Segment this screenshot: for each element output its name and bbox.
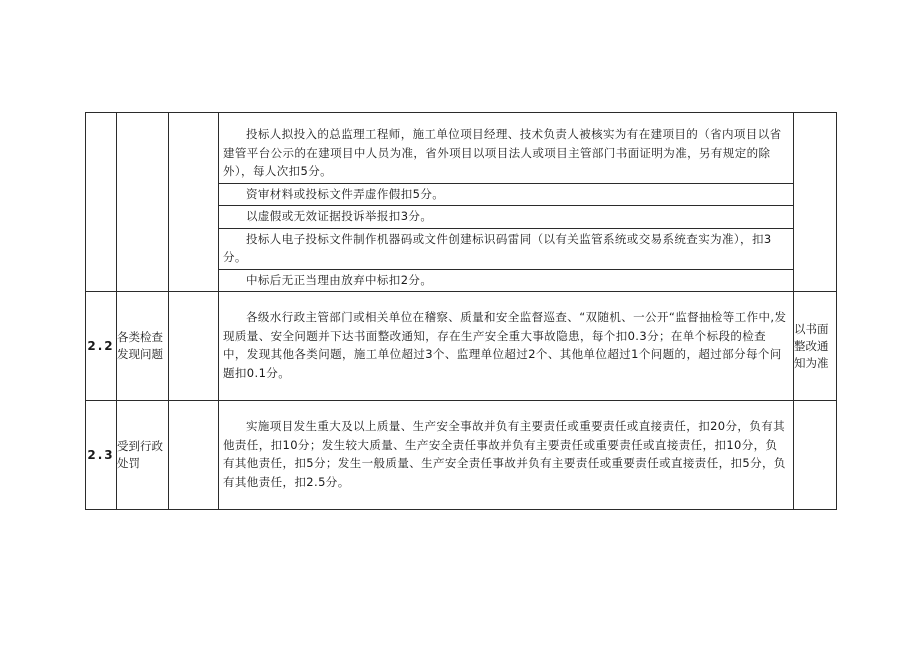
row-content [219, 113, 794, 292]
row-content [219, 292, 794, 401]
deduction-rule: 投标人拟投入的总监理工程师，施工单位项目经理、技术负责人被核实为有在建项目的（省内项目以省建管平台公示的在建项目中人员为准，省外项目以项目法人或项目主管部门书面证明为准，另有规定的除外），每人次扣5分。 [219, 113, 793, 184]
deduction-rule: 实施项目发生重大及以上质量、生产安全事故并负有主要责任或重要责任或直接责任，扣20分，负有其他责任，扣10分；发生较大质量、生产安全责任事故并负有主要责任或重要责任或直接责任，扣10分，负有其他责任，扣5分；发生一般质量、生产安全责任事故并负有主要责任或重要责任或直接责任，扣5分，负有其他责任，扣2.5分。 [223, 419, 786, 489]
row-number [86, 113, 117, 292]
scoring-table [85, 112, 837, 510]
deduction-rule: 以虚假或无效证据投诉举报扣3分。 [219, 206, 793, 229]
row-item-name [117, 113, 169, 292]
blank-cell [169, 401, 219, 510]
deduction-rule: 中标后无正当理由放弃中标扣2分。 [246, 272, 433, 287]
deduction-rule: 资审材料或投标文件弄虚作假扣5分。 [219, 184, 793, 207]
row-content [219, 401, 794, 510]
row-number: 2.2 [86, 292, 117, 401]
table-row [86, 113, 837, 292]
row-note [794, 401, 837, 510]
table-row [86, 401, 837, 510]
row-item-name: 受到行政处罚 [117, 401, 169, 510]
blank-cell [169, 113, 219, 292]
blank-cell [169, 292, 219, 401]
row-number: 2.3 [86, 401, 117, 510]
deduction-rule: 各级水行政主管部门或相关单位在稽察、质量和安全监督巡查、“双随机、一公开“监督抽检等工作中,发现质量、安全问题并下达书面整改通知，存在生产安全重大事故隐患，每个扣0.3分；在单个标段的检查中，发现其他各类问题，施工单位超过3个、监理单位超过2个、其他单位超过1个问题的，超过部分每个问题扣0.1分。 [223, 310, 787, 380]
row-note: 以书面整改通知为准 [794, 292, 837, 401]
row-note [794, 113, 837, 292]
deduction-rule: 投标人电子投标文件制作机器码或文件创建标识码雷同（以有关监管系统或交易系统查实为准），扣3分。 [219, 229, 793, 270]
table-row [86, 292, 837, 401]
row-item-name: 各类检查发现问题 [117, 292, 169, 401]
